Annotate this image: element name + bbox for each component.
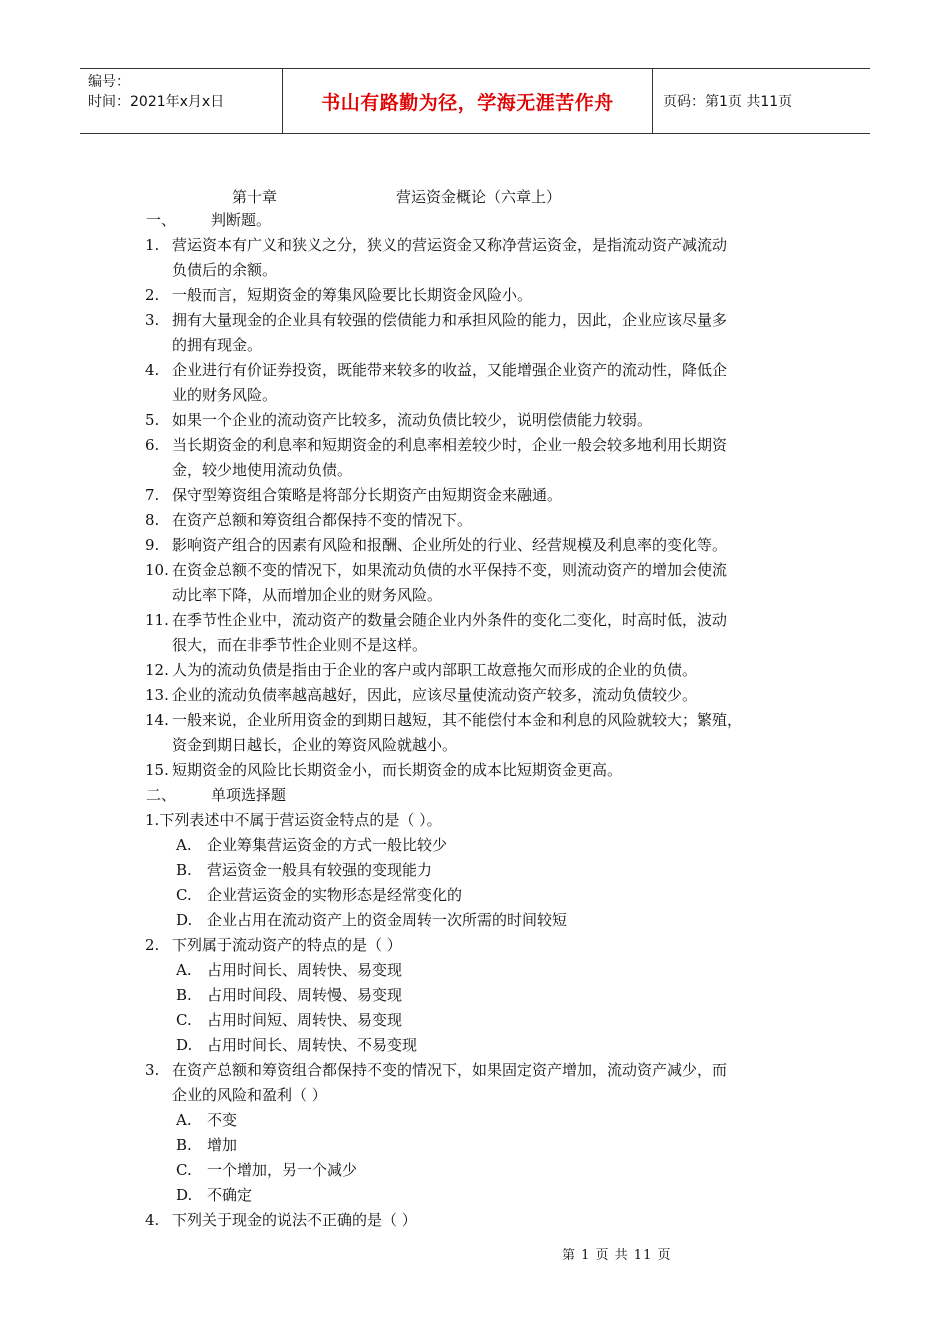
option-text: 营运资金一般具有较强的变现能力: [207, 861, 433, 879]
section-number: 二、: [146, 786, 177, 804]
option-letter: B.: [176, 861, 192, 879]
section-label: 单项选择题: [211, 786, 287, 804]
item-number: 6.: [145, 436, 160, 454]
list-item: [145, 608, 727, 633]
list-item: [145, 233, 727, 258]
item-text: 拥有大量现金的企业具有较强的偿债能力和承担风险的能力，因此，企业应该尽量多: [172, 311, 728, 329]
question-number: 1.: [145, 811, 160, 829]
question-text: 下列表述中不属于营运资金特点的是（ ）。: [159, 811, 442, 829]
item-continuation: 负债后的余额。: [172, 261, 278, 279]
item-number: 2.: [145, 286, 160, 304]
item-continuation: 的拥有现金。: [172, 336, 263, 354]
item-text: 一般而言，短期资金的筹集风险要比长期资金风险小。: [172, 286, 533, 304]
page-header: [80, 68, 870, 134]
item-number: 5.: [145, 411, 160, 429]
question-text: 下列属于流动资产的特点的是（ ）: [172, 936, 402, 954]
option: [176, 1158, 357, 1183]
option-text: 增加: [207, 1136, 238, 1154]
item-continuation: 业的财务风险。: [172, 386, 278, 404]
question-continuation: 企业的风险和盈利（ ）: [172, 1086, 327, 1104]
item-continuation: 金，较少地使用流动负债。: [172, 461, 353, 479]
question: [145, 1208, 417, 1233]
list-item: [145, 658, 697, 683]
item-text: 保守型筹资组合策略是将部分长期资产由短期资金来融通。: [172, 486, 563, 504]
item-number: 7.: [145, 486, 160, 504]
option: [176, 1033, 417, 1058]
option-text: 不确定: [207, 1186, 253, 1204]
option-letter: D.: [176, 1036, 193, 1054]
option-text: 占用时间长、周转快、易变现: [207, 961, 403, 979]
option: [176, 1183, 252, 1208]
list-item: [145, 683, 697, 708]
item-text: 企业的流动负债率越高越好，因此，应该尽量使流动资产较多，流动负债较少。: [172, 686, 698, 704]
page-info: 页码：第1页 共11页: [663, 94, 793, 110]
option-letter: A.: [176, 1111, 192, 1129]
question-text: 在资产总额和筹资组合都保持不变的情况下，如果固定资产增加，流动资产减少，而: [172, 1061, 728, 1079]
number-label: 编号：: [88, 74, 130, 90]
item-number: 13.: [145, 686, 169, 704]
list-item: [145, 308, 727, 333]
section-heading-choice: [146, 783, 286, 808]
option-letter: C.: [176, 886, 192, 904]
option-text: 占用时间短、周转快、易变现: [207, 1011, 403, 1029]
option-text: 企业营运资金的实物形态是经常变化的: [207, 886, 463, 904]
chapter-title: 第十章: [232, 188, 278, 206]
item-number: 1.: [145, 236, 160, 254]
section-label: 判断题。: [211, 211, 272, 229]
item-continuation: 很大，而在非季节性企业则不是这样。: [172, 636, 428, 654]
section-number: 一、: [146, 211, 177, 229]
time-label: 时间：2021年x月x日: [88, 94, 225, 110]
item-text: 影响资产组合的因素有风险和报酬、企业所处的行业、经营规模及利息率的变化等。: [172, 536, 728, 554]
question: [145, 1058, 727, 1083]
header-left-cell: [80, 69, 283, 133]
item-text: 在资产总额和筹资组合都保持不变的情况下。: [172, 511, 473, 529]
option-letter: A.: [176, 961, 192, 979]
item-number: 8.: [145, 511, 160, 529]
item-text: 当长期资金的利息率和短期资金的利息率相差较少时，企业一般会较多地利用长期资: [172, 436, 728, 454]
option: [176, 958, 402, 983]
list-item: [145, 433, 727, 458]
list-item: [145, 533, 727, 558]
option-letter: C.: [176, 1011, 192, 1029]
option-letter: C.: [176, 1161, 192, 1179]
list-item: [145, 708, 742, 733]
list-item: [145, 758, 622, 783]
option: [176, 858, 432, 883]
motto: 书山有路勤为径，学海无涯苦作舟: [283, 69, 653, 133]
option-text: 占用时间段、周转慢、易变现: [207, 986, 403, 1004]
page-footer: 第 1 页 共 11 页: [562, 1248, 672, 1263]
chapter-name: 营运资金概论（六章上）: [396, 188, 562, 206]
option: [176, 883, 462, 908]
item-number: 9.: [145, 536, 160, 554]
item-number: 15.: [145, 761, 169, 779]
item-number: 3.: [145, 311, 160, 329]
option-text: 一个增加，另一个减少: [207, 1161, 358, 1179]
option-text: 占用时间长、周转快、不易变现: [207, 1036, 418, 1054]
item-text: 在资金总额不变的情况下，如果流动负债的水平保持不变，则流动资产的增加会使流: [172, 561, 728, 579]
item-continuation: 动比率下降，从而增加企业的财务风险。: [172, 586, 443, 604]
list-item: [145, 483, 562, 508]
option-text: 企业筹集营运资金的方式一般比较少: [207, 836, 448, 854]
option: [176, 1008, 402, 1033]
item-text: 如果一个企业的流动资产比较多，流动负债比较少，说明偿债能力较弱。: [172, 411, 653, 429]
list-item: [145, 558, 727, 583]
option-letter: A.: [176, 836, 192, 854]
option: [176, 1108, 237, 1133]
option-letter: D.: [176, 911, 193, 929]
list-item: [145, 358, 727, 383]
question-number: 4.: [145, 1211, 160, 1229]
question-number: 2.: [145, 936, 160, 954]
option-text: 企业占用在流动资产上的资金周转一次所需的时间较短: [207, 911, 568, 929]
list-item: [145, 283, 532, 308]
option-letter: D.: [176, 1186, 193, 1204]
option: [176, 983, 402, 1008]
section-heading-judgement: [146, 208, 271, 233]
question: [145, 808, 442, 833]
option-text: 不变: [207, 1111, 238, 1129]
item-text: 在季节性企业中，流动资产的数量会随企业内外条件的变化二变化，时高时低，波动: [172, 611, 728, 629]
item-number: 10.: [145, 561, 169, 579]
option-letter: B.: [176, 1136, 192, 1154]
item-text: 一般来说，企业所用资金的到期日越短，其不能偿付本金和利息的风险就较大；繁殖，: [172, 711, 743, 729]
list-item: [145, 508, 472, 533]
option: [176, 833, 447, 858]
item-number: 12.: [145, 661, 169, 679]
option: [176, 908, 567, 933]
item-text: 人为的流动负债是指由于企业的客户或内部职工故意拖欠而形成的企业的负债。: [172, 661, 698, 679]
item-number: 11.: [145, 611, 169, 629]
option-letter: B.: [176, 986, 192, 1004]
question: [145, 933, 402, 958]
item-continuation: 资金到期日越长，企业的筹资风险就越小。: [172, 736, 458, 754]
option: [176, 1133, 237, 1158]
item-text: 短期资金的风险比长期资金小，而长期资金的成本比短期资金更高。: [172, 761, 623, 779]
item-text: 营运资本有广义和狭义之分，狭义的营运资金又称净营运资金，是指流动资产减流动: [172, 236, 728, 254]
item-number: 4.: [145, 361, 160, 379]
question-text: 下列关于现金的说法不正确的是（ ）: [172, 1211, 417, 1229]
item-text: 企业进行有价证券投资，既能带来较多的收益，又能增强企业资产的流动性，降低企: [172, 361, 728, 379]
question-number: 3.: [145, 1061, 160, 1079]
list-item: [145, 408, 652, 433]
item-number: 14.: [145, 711, 169, 729]
